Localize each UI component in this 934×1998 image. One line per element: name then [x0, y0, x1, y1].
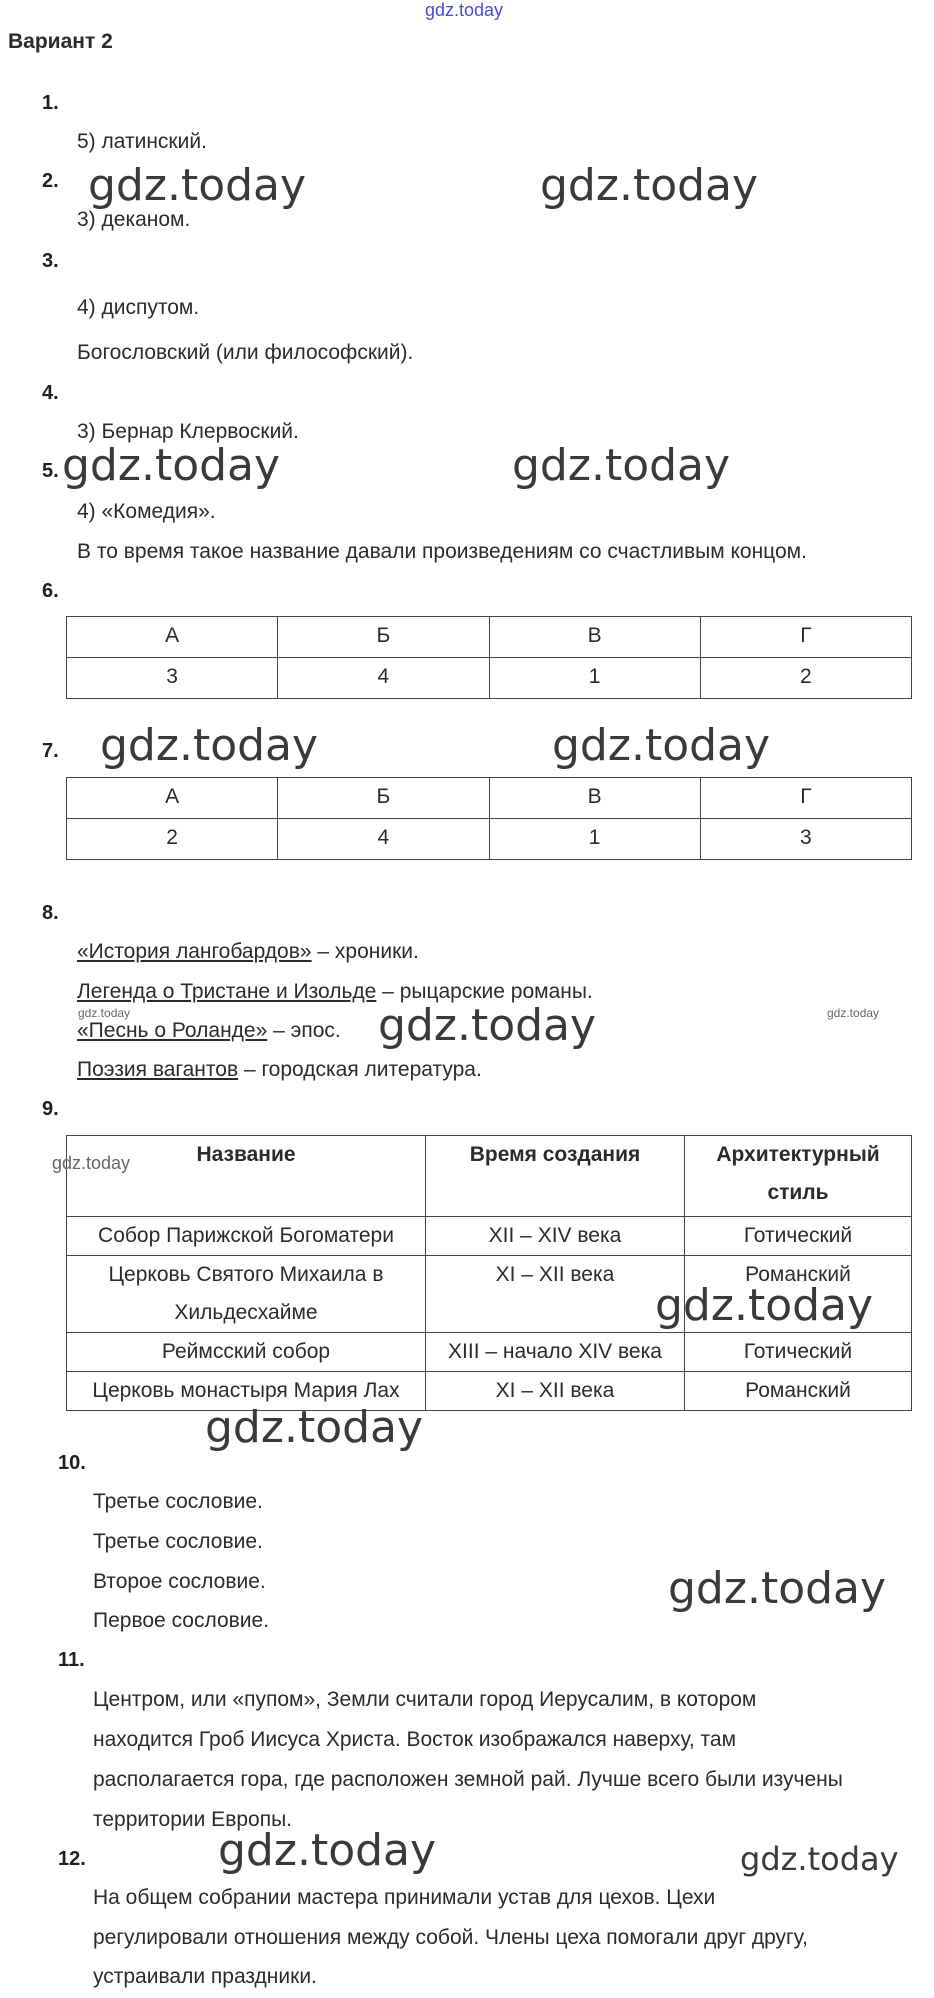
question-number: 5. [42, 460, 59, 482]
table-cell: Романский [685, 1372, 912, 1411]
table-header-cell: В [489, 778, 700, 819]
question-number: 9. [42, 1098, 59, 1120]
question-number: 12. [58, 1848, 86, 1870]
answer-line: регулировали отношения между собой. Члены цеха помогали друг другу, [93, 1926, 808, 1949]
work-title: Поэзия вагантов [77, 1058, 239, 1081]
watermark: gdz.today [205, 1402, 424, 1453]
table-header-cell: Б [278, 617, 489, 658]
table-cell: 4 [278, 658, 489, 699]
watermark: gdz.today [378, 1000, 597, 1051]
question-number: 6. [42, 580, 59, 602]
table-cell: Реймсский собор [67, 1333, 426, 1372]
watermark: gdz.today [100, 720, 319, 771]
list-item: Второе сословие. [93, 1570, 266, 1593]
answer-text: 3) Бернар Клервоский. [77, 420, 299, 443]
table-cell: 2 [67, 819, 278, 860]
table-cell: 4 [278, 819, 489, 860]
table-header-cell: Название [67, 1136, 426, 1217]
table-cell: Церковь монастыря Мария Лах [67, 1372, 426, 1411]
watermark: gdz.today [62, 440, 281, 491]
table-cell: 1 [489, 658, 700, 699]
answer-line: располагается гора, где расположен земной рай. Лучше всего были изучены [93, 1768, 843, 1791]
question-number: 4. [42, 382, 59, 404]
watermark: gdz.today [218, 1825, 437, 1876]
genre-text: – рыцарские романы. [376, 980, 593, 1003]
table-cell: 3 [67, 658, 278, 699]
question-number: 7. [42, 740, 59, 762]
answer-extra: В то время такое название давали произведениям со счастливым концом. [77, 540, 807, 563]
table-header-cell: Г [700, 617, 911, 658]
matching-table-6 [66, 616, 912, 699]
answer-line: Центром, или «пупом», Земли считали город Иерусалим, в котором [93, 1688, 757, 1711]
watermark: gdz.today [740, 1840, 899, 1878]
answer-line: устраивали праздники. [93, 1965, 317, 1988]
answer-text: 4) «Комедия». [77, 500, 216, 523]
table-header-cell: Архитектурный стиль [685, 1136, 912, 1217]
table-cell: 2 [700, 658, 911, 699]
list-item: Третье сословие. [93, 1530, 263, 1553]
table-cell: 1 [489, 819, 700, 860]
watermark: gdz.today [540, 160, 759, 211]
watermark: gdz.today [78, 1006, 131, 1020]
answer-line: На общем собрании мастера принимали устав для цехов. Цехи [93, 1886, 716, 1909]
question-number: 3. [42, 250, 59, 272]
table-cell: Готический [685, 1217, 912, 1256]
table-cell: XII – XIV века [426, 1217, 685, 1256]
answer-text: 4) диспутом. [77, 296, 200, 319]
table-cell: Церковь Святого Михаила в Хильдесхайме [67, 1256, 426, 1333]
matching-table-7 [66, 777, 912, 860]
genre-text: – хроники. [311, 940, 419, 963]
work-title: «История лангобардов» [77, 940, 312, 963]
watermark: gdz.today [88, 160, 307, 211]
answer-text: 3) деканом. [77, 208, 191, 231]
question-number: 1. [42, 92, 59, 114]
list-item: Первое сословие. [93, 1609, 270, 1632]
table-header-cell: Время создания [426, 1136, 685, 1217]
list-item [77, 940, 419, 964]
question-number: 11. [58, 1649, 85, 1671]
list-item [77, 1058, 482, 1082]
genre-text: – городская литература. [238, 1058, 482, 1081]
question-number: 2. [42, 170, 59, 192]
table-cell: XIII – начало XIV века [426, 1333, 685, 1372]
table-cell: XI – XII века [426, 1256, 685, 1333]
watermark: gdz.today [52, 1153, 131, 1173]
table-header-cell: Б [278, 778, 489, 819]
watermark: gdz.today [827, 1006, 880, 1020]
list-item [77, 1019, 341, 1043]
work-title: Легенда о Тристане и Изольде [77, 980, 377, 1003]
question-number: 10. [58, 1452, 86, 1474]
answer-line: находится Гроб Иисуса Христа. Восток изображался наверху, там [93, 1728, 737, 1751]
question-number: 8. [42, 902, 59, 924]
table-header-cell: А [67, 617, 278, 658]
architecture-table [66, 1135, 912, 1411]
table-cell: Собор Парижской Богоматери [67, 1217, 426, 1256]
table-header-cell: В [489, 617, 700, 658]
watermark: gdz.today [512, 440, 731, 491]
table-cell: Романский [685, 1256, 912, 1333]
watermark: gdz.today [668, 1563, 887, 1614]
genre-text: – эпос. [267, 1019, 341, 1042]
watermark: gdz.today [655, 1280, 874, 1331]
answer-extra: Богословский (или философский). [77, 341, 414, 364]
answer-text: 5) латинский. [77, 130, 207, 153]
table-cell: XI – XII века [426, 1372, 685, 1411]
table-header-cell: Г [700, 778, 911, 819]
table-header-cell: А [67, 778, 278, 819]
table-cell: Готический [685, 1333, 912, 1372]
answer-line: территории Европы. [93, 1808, 293, 1831]
work-title: «Песнь о Роланде» [77, 1019, 268, 1042]
table-cell: 3 [700, 819, 911, 860]
watermark: gdz.today [552, 720, 771, 771]
list-item: Третье сословие. [93, 1490, 263, 1513]
site-logo[interactable]: gdz.today [425, 0, 504, 20]
page-title: Вариант 2 [8, 30, 113, 53]
